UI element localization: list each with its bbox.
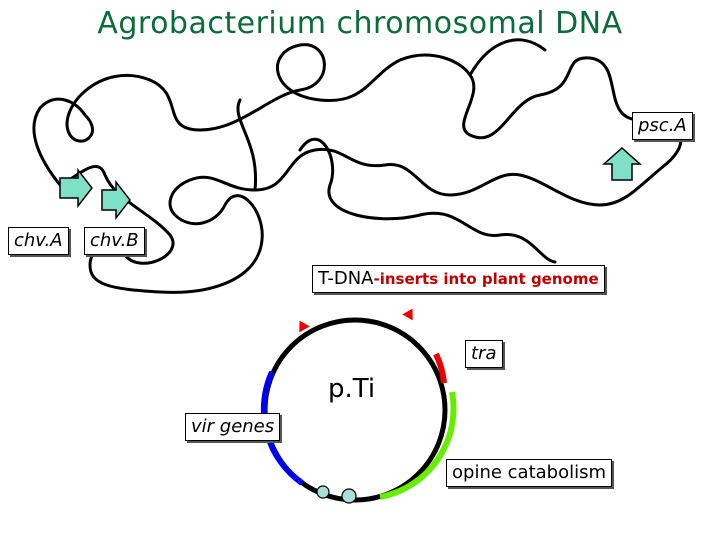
t-dna-left-border-icon	[294, 318, 309, 333]
tra-label: tra	[465, 340, 503, 368]
psc-a-label: psc.A	[632, 112, 693, 140]
origin-dot-icon	[342, 489, 356, 503]
chromosomal-dna-strand	[34, 45, 681, 293]
t-dna-label	[312, 265, 605, 293]
chv-b-label: chv.B	[84, 227, 145, 255]
psc-a-arrow-icon	[604, 148, 640, 180]
pti-label: p.Ti	[328, 374, 376, 404]
chv-a-label: chv.A	[8, 227, 69, 255]
chromosomal-dna-strand-detail	[238, 40, 555, 262]
t-dna-text: T-DNA	[318, 268, 374, 289]
t-dna-right-border-icon	[402, 306, 417, 321]
opine-catabolism-label: opine catabolism	[446, 459, 612, 487]
slide-title: Agrobacterium chromosomal DNA	[97, 6, 623, 41]
origin-dot-icon	[317, 486, 329, 498]
chv-b-arrow-icon	[102, 182, 130, 218]
t-dna-note: -inserts into plant genome	[373, 270, 599, 288]
vir-genes-label: vir genes	[185, 413, 280, 441]
